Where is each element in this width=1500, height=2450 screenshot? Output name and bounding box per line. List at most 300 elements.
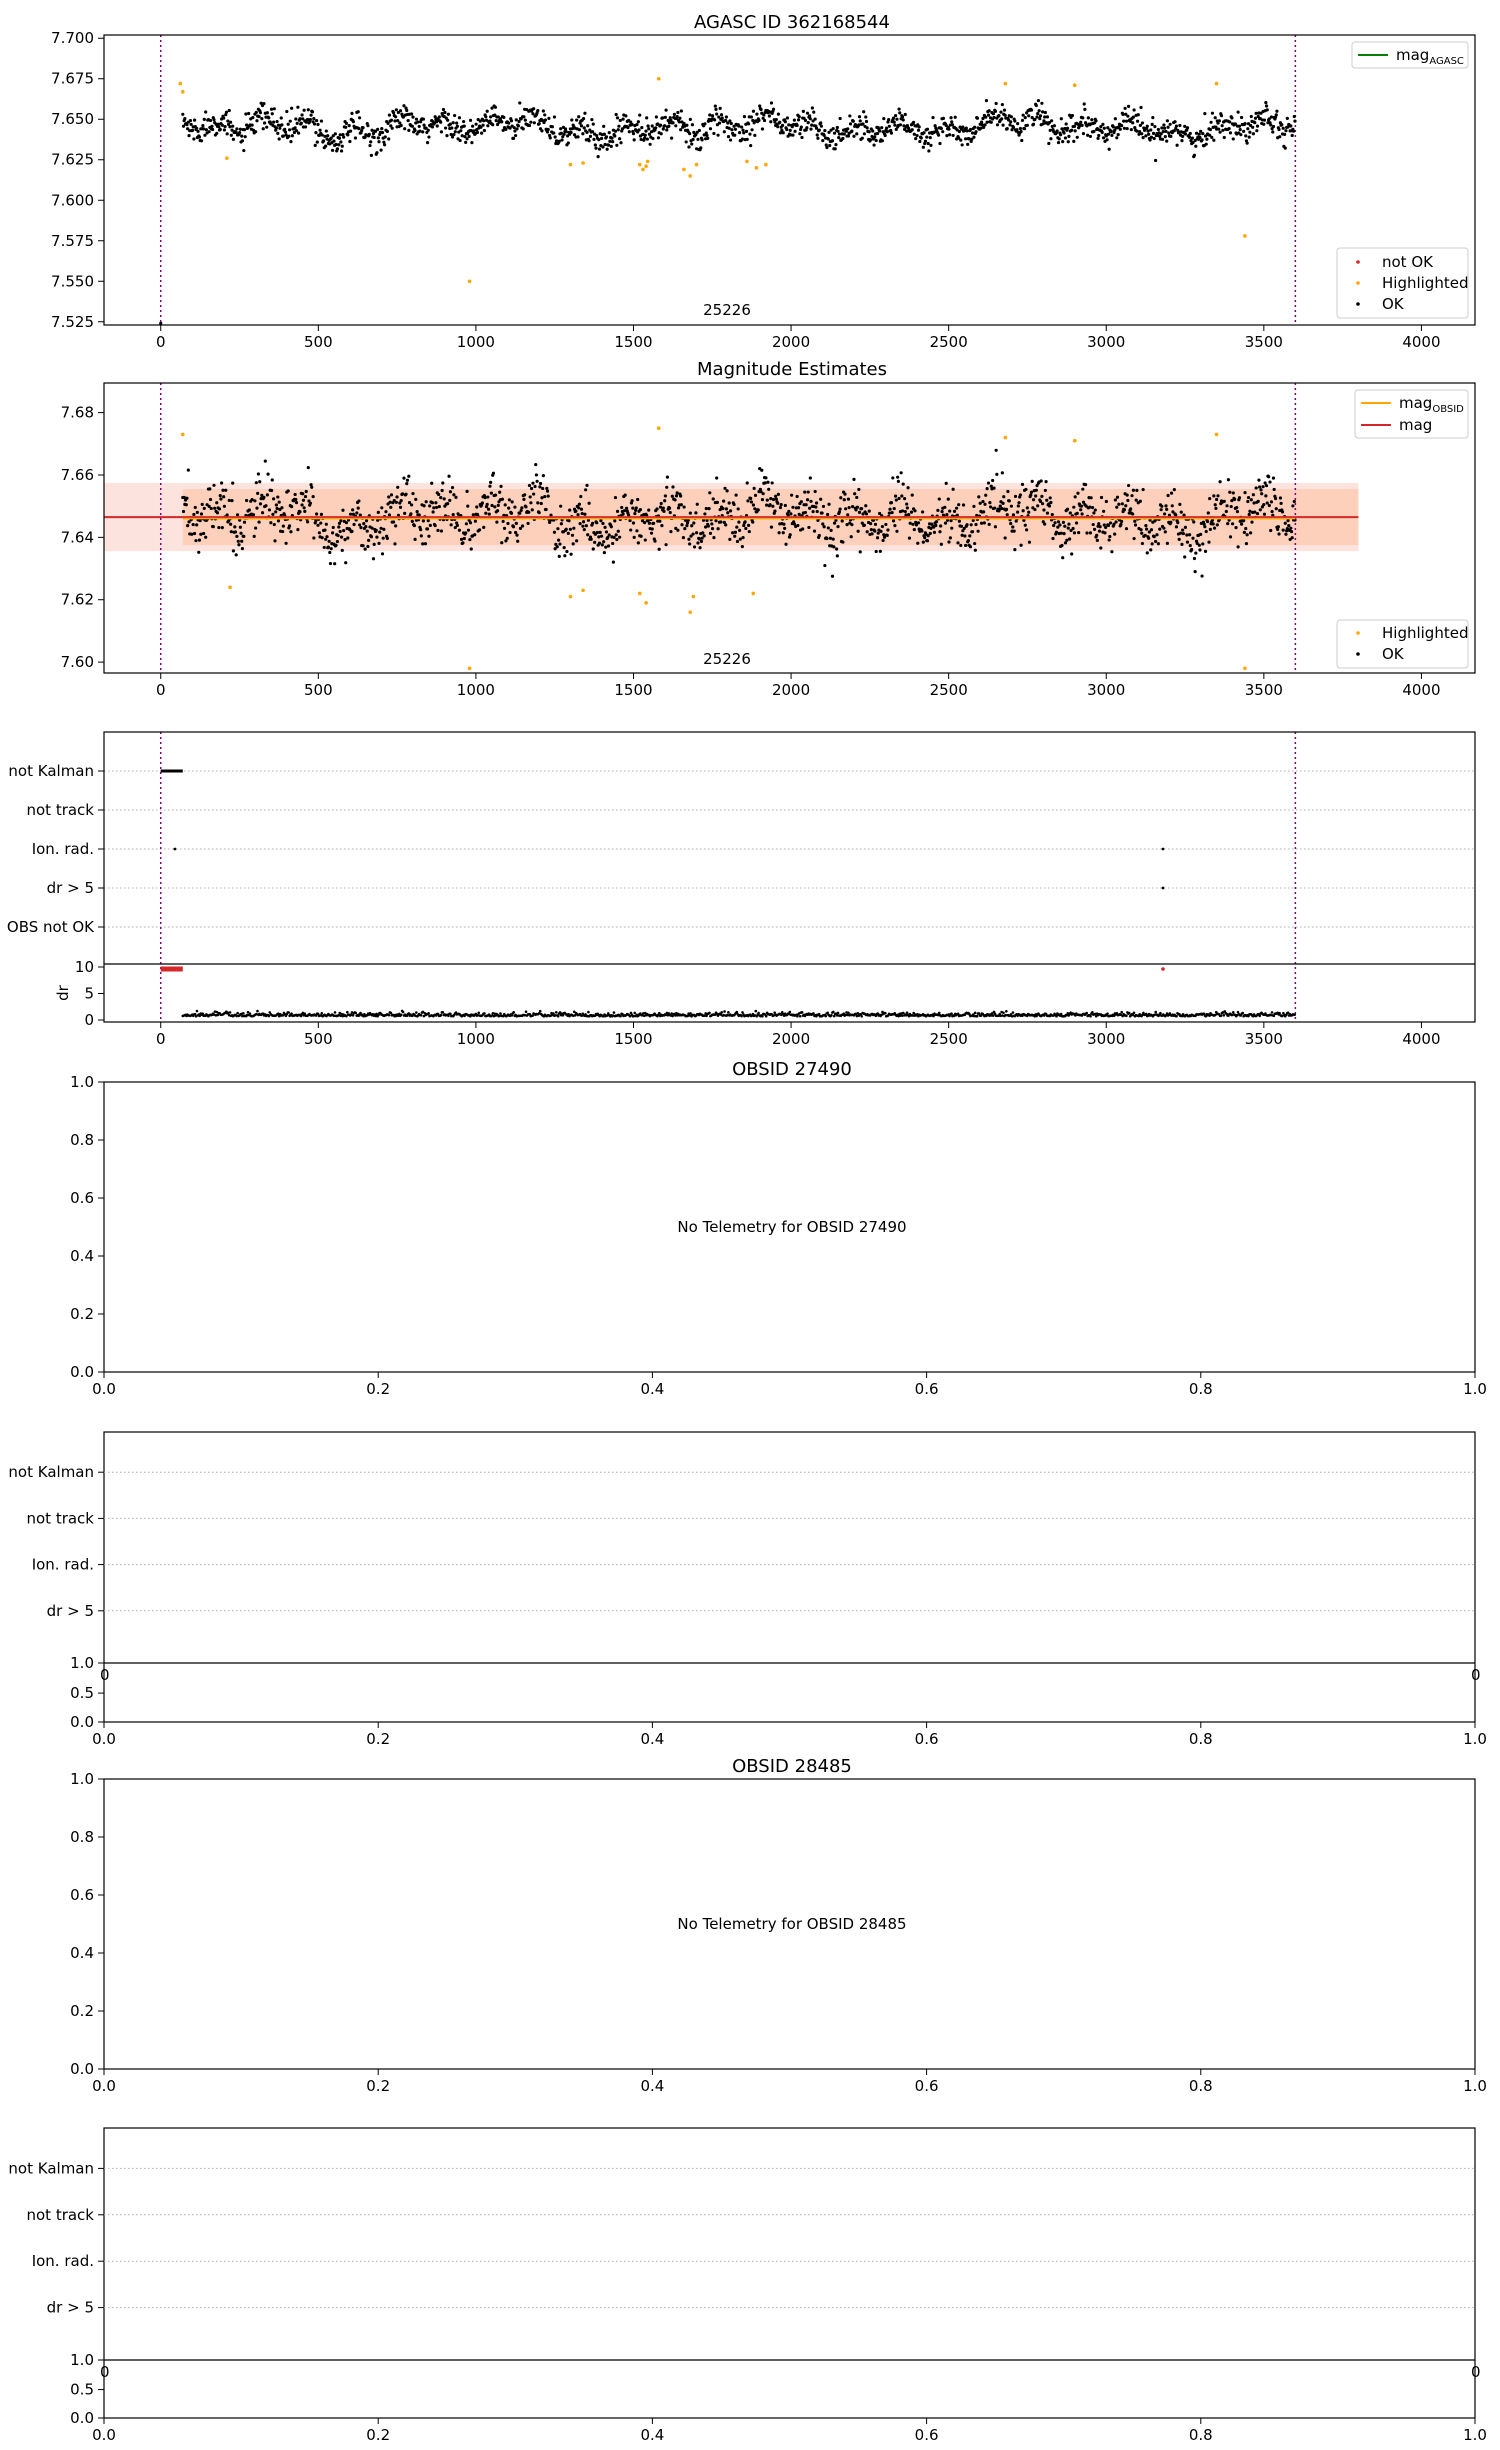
ok-point xyxy=(843,132,846,135)
ok-point xyxy=(712,132,715,135)
ok-point xyxy=(749,144,752,147)
ok-point xyxy=(254,130,257,133)
dr-point xyxy=(1154,1011,1157,1014)
ok-point xyxy=(1256,125,1259,128)
ok-point xyxy=(189,119,192,122)
ok-point xyxy=(370,129,373,132)
ok-point xyxy=(421,542,424,545)
ok-point xyxy=(673,498,676,501)
ok-point xyxy=(553,531,556,534)
ok-point xyxy=(662,510,665,513)
ok-point xyxy=(1248,136,1251,139)
ok-point xyxy=(1117,503,1120,506)
dr-point xyxy=(555,1011,558,1014)
ok-point xyxy=(361,544,364,547)
ok-point xyxy=(1097,522,1100,525)
ok-point xyxy=(427,129,430,132)
ok-point xyxy=(687,145,690,148)
dr-point xyxy=(1220,1014,1223,1017)
ok-point xyxy=(446,119,449,122)
dr-point xyxy=(860,1015,863,1018)
ok-point xyxy=(922,146,925,149)
panel-agasc-ytick-label: 7.575 xyxy=(51,231,94,250)
ok-point xyxy=(782,131,785,134)
ok-point xyxy=(440,529,443,532)
ok-point xyxy=(967,137,970,140)
ok-point xyxy=(664,543,667,546)
ok-point xyxy=(204,110,207,113)
dr-point xyxy=(242,1012,245,1015)
ok-point xyxy=(1140,132,1143,135)
ok-point xyxy=(358,523,361,526)
ok-point xyxy=(195,523,198,526)
ok-point xyxy=(1268,504,1271,507)
ok-point xyxy=(208,487,211,490)
ok-point xyxy=(615,113,618,116)
ok-point xyxy=(913,509,916,512)
dr-point xyxy=(619,1015,622,1018)
ok-point xyxy=(399,506,402,509)
ok-point xyxy=(695,531,698,534)
ok-point xyxy=(873,529,876,532)
panel-obsid-28485-ytick-label: 0.4 xyxy=(70,1944,94,1962)
ok-point xyxy=(198,539,201,542)
panel-flags-27490 xyxy=(8,1432,1487,1748)
panel-agasc-obsid-label: 25226 xyxy=(703,301,751,319)
ok-point xyxy=(536,480,539,483)
ok-point xyxy=(743,115,746,118)
ok-point xyxy=(973,126,976,129)
ok-point xyxy=(749,497,752,500)
panel-flags-xtick-label: 2500 xyxy=(929,1030,968,1048)
dr-point xyxy=(833,1015,836,1018)
ok-point xyxy=(515,522,518,525)
ok-point xyxy=(192,513,195,516)
ok-point xyxy=(427,519,430,522)
ok-point xyxy=(540,502,543,505)
ok-point xyxy=(1109,521,1112,524)
ok-point xyxy=(545,487,548,490)
panel-obsid-28485-xtick-label: 0.4 xyxy=(640,2077,665,2095)
ok-point xyxy=(276,132,279,135)
dr-point xyxy=(355,1012,358,1015)
ok-point xyxy=(655,115,658,118)
panel-obsid-28485-ytick-label: 0.0 xyxy=(70,2060,94,2078)
panel-flags-27490-label: not Kalman xyxy=(8,1463,94,1482)
ok-point xyxy=(847,134,850,137)
ok-point xyxy=(719,520,722,523)
panel-flags-xtick-label: 1000 xyxy=(456,1030,495,1048)
ok-point xyxy=(809,500,812,503)
ok-point xyxy=(962,503,965,506)
ok-point xyxy=(1079,121,1082,124)
ok-point xyxy=(691,123,694,126)
ok-point xyxy=(545,508,548,511)
ok-point xyxy=(621,118,624,121)
ok-point xyxy=(349,130,352,133)
ok-point xyxy=(605,530,608,533)
dr-not-ok-point xyxy=(1161,967,1165,971)
ok-point xyxy=(708,113,711,116)
ok-point xyxy=(918,140,921,143)
ok-point xyxy=(635,529,638,532)
ok-point xyxy=(673,113,676,116)
ok-point xyxy=(558,140,561,143)
ok-point xyxy=(631,123,634,126)
ok-point xyxy=(289,120,292,123)
ok-point xyxy=(290,107,293,110)
ok-point xyxy=(980,120,983,123)
panel-obsid-27490-xtick-label: 0.6 xyxy=(914,1380,939,1398)
ok-point xyxy=(411,520,414,523)
ok-point xyxy=(1249,531,1252,534)
ok-point xyxy=(1232,137,1235,140)
ok-point xyxy=(1102,136,1105,139)
ok-point xyxy=(375,536,378,539)
ok-point xyxy=(1218,480,1221,483)
ok-point xyxy=(1123,127,1126,130)
highlighted-point xyxy=(1243,667,1247,671)
ok-point xyxy=(690,524,693,527)
ok-point xyxy=(596,531,599,534)
ok-point xyxy=(1289,527,1292,530)
panel-magnitude-legend-top xyxy=(1355,390,1468,438)
ok-point xyxy=(933,531,936,534)
ok-point xyxy=(261,511,264,514)
ok-point xyxy=(1259,508,1262,511)
panel-magnitude-title: Magnitude Estimates xyxy=(697,359,887,380)
ok-point xyxy=(1110,134,1113,137)
ok-point xyxy=(1253,121,1256,124)
ok-point xyxy=(941,130,944,133)
panel-magnitude-ytick-label: 7.68 xyxy=(60,403,94,422)
ok-point xyxy=(1251,126,1254,129)
dr-point xyxy=(334,1011,337,1014)
panel-agasc-xtick-label: 3000 xyxy=(1087,333,1126,351)
ok-point xyxy=(861,122,864,125)
ok-point xyxy=(714,105,717,108)
ok-point xyxy=(888,512,891,515)
dr-point xyxy=(761,1015,764,1018)
legend-mag: mag xyxy=(1399,416,1433,434)
ok-point xyxy=(1198,544,1201,547)
ok-point xyxy=(427,135,430,138)
ok-point xyxy=(296,122,299,125)
ok-point xyxy=(229,523,232,526)
ok-point xyxy=(1114,520,1117,523)
ok-point xyxy=(578,128,581,131)
ok-point xyxy=(1133,520,1136,523)
ok-point xyxy=(921,510,924,513)
ok-point xyxy=(1220,114,1223,117)
ok-point xyxy=(470,547,473,550)
ok-point xyxy=(204,536,207,539)
ok-point xyxy=(315,512,318,515)
ok-point xyxy=(959,544,962,547)
ok-point xyxy=(331,149,334,152)
ok-point xyxy=(804,119,807,122)
ok-point xyxy=(1087,116,1090,119)
ok-point xyxy=(220,481,223,484)
ok-point xyxy=(421,130,424,133)
ok-point xyxy=(524,505,527,508)
ok-point xyxy=(729,138,732,141)
ok-point xyxy=(1189,544,1192,547)
ok-point xyxy=(422,519,425,522)
ok-point xyxy=(1208,497,1211,500)
ok-point xyxy=(559,127,562,130)
ok-point xyxy=(950,527,953,530)
ok-point xyxy=(368,133,371,136)
ok-point xyxy=(512,525,515,528)
ok-point xyxy=(1108,148,1111,151)
ok-point xyxy=(667,125,670,128)
ok-point xyxy=(779,506,782,509)
ok-point xyxy=(452,513,455,516)
ok-point xyxy=(284,130,287,133)
ok-point xyxy=(680,109,683,112)
ok-point xyxy=(1045,499,1048,502)
dr-point xyxy=(287,1011,290,1014)
ok-point xyxy=(804,511,807,514)
ok-point xyxy=(777,113,780,116)
highlighted-point xyxy=(657,426,661,430)
highlighted-point xyxy=(688,174,692,178)
ok-point xyxy=(1147,537,1150,540)
ok-point xyxy=(664,494,667,497)
ok-point xyxy=(1190,548,1193,551)
ok-point xyxy=(650,532,653,535)
ok-point xyxy=(364,548,367,551)
ok-point xyxy=(542,474,545,477)
ok-point xyxy=(834,143,837,146)
ok-point xyxy=(252,513,255,516)
ok-point xyxy=(208,130,211,133)
ok-point xyxy=(453,114,456,117)
ok-point xyxy=(1146,551,1149,554)
ok-point xyxy=(752,503,755,506)
highlighted-point xyxy=(745,160,749,164)
panel-flags-xtick-label: 500 xyxy=(303,1030,333,1048)
ok-point xyxy=(1246,533,1249,536)
highlighted-point xyxy=(657,77,661,81)
ok-point xyxy=(961,143,964,146)
ok-point xyxy=(1252,132,1255,135)
ok-point xyxy=(536,501,539,504)
ok-point xyxy=(1260,492,1263,495)
ok-point xyxy=(1286,519,1289,522)
ok-point xyxy=(275,507,278,510)
ok-point xyxy=(633,536,636,539)
ok-point xyxy=(1221,124,1224,127)
ok-point xyxy=(450,523,453,526)
ok-point xyxy=(1057,141,1060,144)
ok-point xyxy=(823,564,826,567)
ok-point xyxy=(992,116,995,119)
ok-point xyxy=(226,513,229,516)
ok-point xyxy=(1228,127,1231,130)
ok-point xyxy=(809,117,812,120)
ok-point xyxy=(251,116,254,119)
ok-point xyxy=(1120,124,1123,127)
panel-obsid-27490-ytick-label: 0.0 xyxy=(70,1363,94,1381)
ok-point xyxy=(1175,525,1178,528)
panel-agasc-xtick-label: 3500 xyxy=(1244,333,1283,351)
ok-point xyxy=(712,497,715,500)
ok-point xyxy=(294,126,297,129)
ok-point xyxy=(793,130,796,133)
ok-point xyxy=(535,473,538,476)
panel-magnitude-xtick-label: 1000 xyxy=(456,681,495,699)
ok-point xyxy=(901,509,904,512)
ok-point xyxy=(869,138,872,141)
ok-point xyxy=(316,524,319,527)
ok-point xyxy=(303,510,306,513)
panel-flags-27490-top-tick: 1.0 xyxy=(70,1654,94,1672)
ok-point xyxy=(294,117,297,120)
ok-point xyxy=(366,124,369,127)
ok-point xyxy=(446,502,449,505)
ok-point xyxy=(608,131,611,134)
ok-point xyxy=(508,531,511,534)
ok-point xyxy=(440,130,443,133)
ok-point xyxy=(665,128,668,131)
dr-point xyxy=(754,1010,757,1013)
ok-point xyxy=(285,542,288,545)
ok-point xyxy=(1012,126,1015,129)
ok-point xyxy=(744,520,747,523)
ok-point xyxy=(502,116,505,119)
ok-point xyxy=(1164,504,1167,507)
ok-point xyxy=(742,131,745,134)
ok-point xyxy=(395,495,398,498)
ok-point xyxy=(296,106,299,109)
ok-point xyxy=(865,512,868,515)
ok-point xyxy=(334,544,337,547)
panel-flags-27490-edge-right: 0 xyxy=(1471,1666,1481,1684)
ok-point xyxy=(1166,494,1169,497)
ok-point xyxy=(747,122,750,125)
ok-point xyxy=(567,519,570,522)
ok-point xyxy=(442,108,445,111)
ok-point xyxy=(1203,525,1206,528)
dr-point xyxy=(1005,1010,1008,1013)
ok-point xyxy=(422,504,425,507)
ok-point xyxy=(332,139,335,142)
panel-agasc-axes xyxy=(104,35,1475,325)
ok-point xyxy=(698,546,701,549)
ok-point xyxy=(1094,119,1097,122)
ok-point xyxy=(1229,131,1232,134)
ok-point xyxy=(300,122,303,125)
ok-point xyxy=(866,126,869,129)
ok-point xyxy=(337,525,340,528)
ok-point xyxy=(1099,546,1102,549)
ok-point xyxy=(1051,537,1054,540)
ok-point xyxy=(228,109,231,112)
ok-point xyxy=(205,128,208,131)
ok-point xyxy=(894,494,897,497)
ok-point xyxy=(386,130,389,133)
ok-point xyxy=(1073,125,1076,128)
ok-point xyxy=(1058,137,1061,140)
ok-point xyxy=(679,128,682,131)
ok-point xyxy=(1035,489,1038,492)
panel-agasc-xtick-label: 4000 xyxy=(1402,333,1441,351)
ok-point xyxy=(803,490,806,493)
ok-point xyxy=(266,493,269,496)
ok-point xyxy=(662,506,665,509)
ok-point xyxy=(1151,116,1154,119)
ok-point xyxy=(1275,113,1278,116)
dr-point xyxy=(1128,1012,1131,1015)
ok-point xyxy=(737,521,740,524)
ok-point xyxy=(435,506,438,509)
ok-point xyxy=(1212,522,1215,525)
ok-point xyxy=(895,498,898,501)
panel-magnitude-xtick-label: 500 xyxy=(303,681,333,699)
ok-point xyxy=(1090,496,1093,499)
ok-point xyxy=(510,512,513,515)
ok-point xyxy=(892,519,895,522)
ok-point xyxy=(338,137,341,140)
ok-point xyxy=(271,513,274,516)
ok-point xyxy=(640,138,643,141)
ok-point xyxy=(800,136,803,139)
ok-point xyxy=(700,540,703,543)
ok-point xyxy=(790,494,793,497)
ok-point xyxy=(392,111,395,114)
ok-point xyxy=(240,540,243,543)
ok-point xyxy=(1095,534,1098,537)
ok-point xyxy=(1270,510,1273,513)
ok-point xyxy=(510,119,513,122)
ok-point xyxy=(312,117,315,120)
ok-point xyxy=(1163,512,1166,515)
ok-point xyxy=(734,128,737,131)
ok-point xyxy=(1103,127,1106,130)
ok-point xyxy=(547,494,550,497)
ok-point xyxy=(266,111,269,114)
ok-point xyxy=(567,532,570,535)
ok-point xyxy=(219,128,222,131)
ok-point xyxy=(269,521,272,524)
ok-point xyxy=(1218,131,1221,134)
ok-point xyxy=(413,129,416,132)
ok-point xyxy=(766,481,769,484)
dr-point xyxy=(1175,1015,1178,1018)
ok-point xyxy=(226,119,229,122)
ok-point xyxy=(533,121,536,124)
ok-point xyxy=(1102,510,1105,513)
ok-point xyxy=(1040,479,1043,482)
ok-point xyxy=(753,487,756,490)
ok-point xyxy=(1139,500,1142,503)
panel-flags-27490-small-ytick-label: 0.0 xyxy=(70,1713,94,1731)
ok-point xyxy=(452,133,455,136)
ok-point xyxy=(411,116,414,119)
dr-point xyxy=(499,1012,502,1015)
ok-point xyxy=(1135,498,1138,501)
ok-point xyxy=(683,527,686,530)
ok-point xyxy=(512,137,515,140)
ok-point xyxy=(1280,502,1283,505)
ok-point xyxy=(1024,524,1027,527)
ok-point xyxy=(1002,495,1005,498)
ok-point xyxy=(737,125,740,128)
ok-point xyxy=(796,495,799,498)
ok-point xyxy=(1166,119,1169,122)
